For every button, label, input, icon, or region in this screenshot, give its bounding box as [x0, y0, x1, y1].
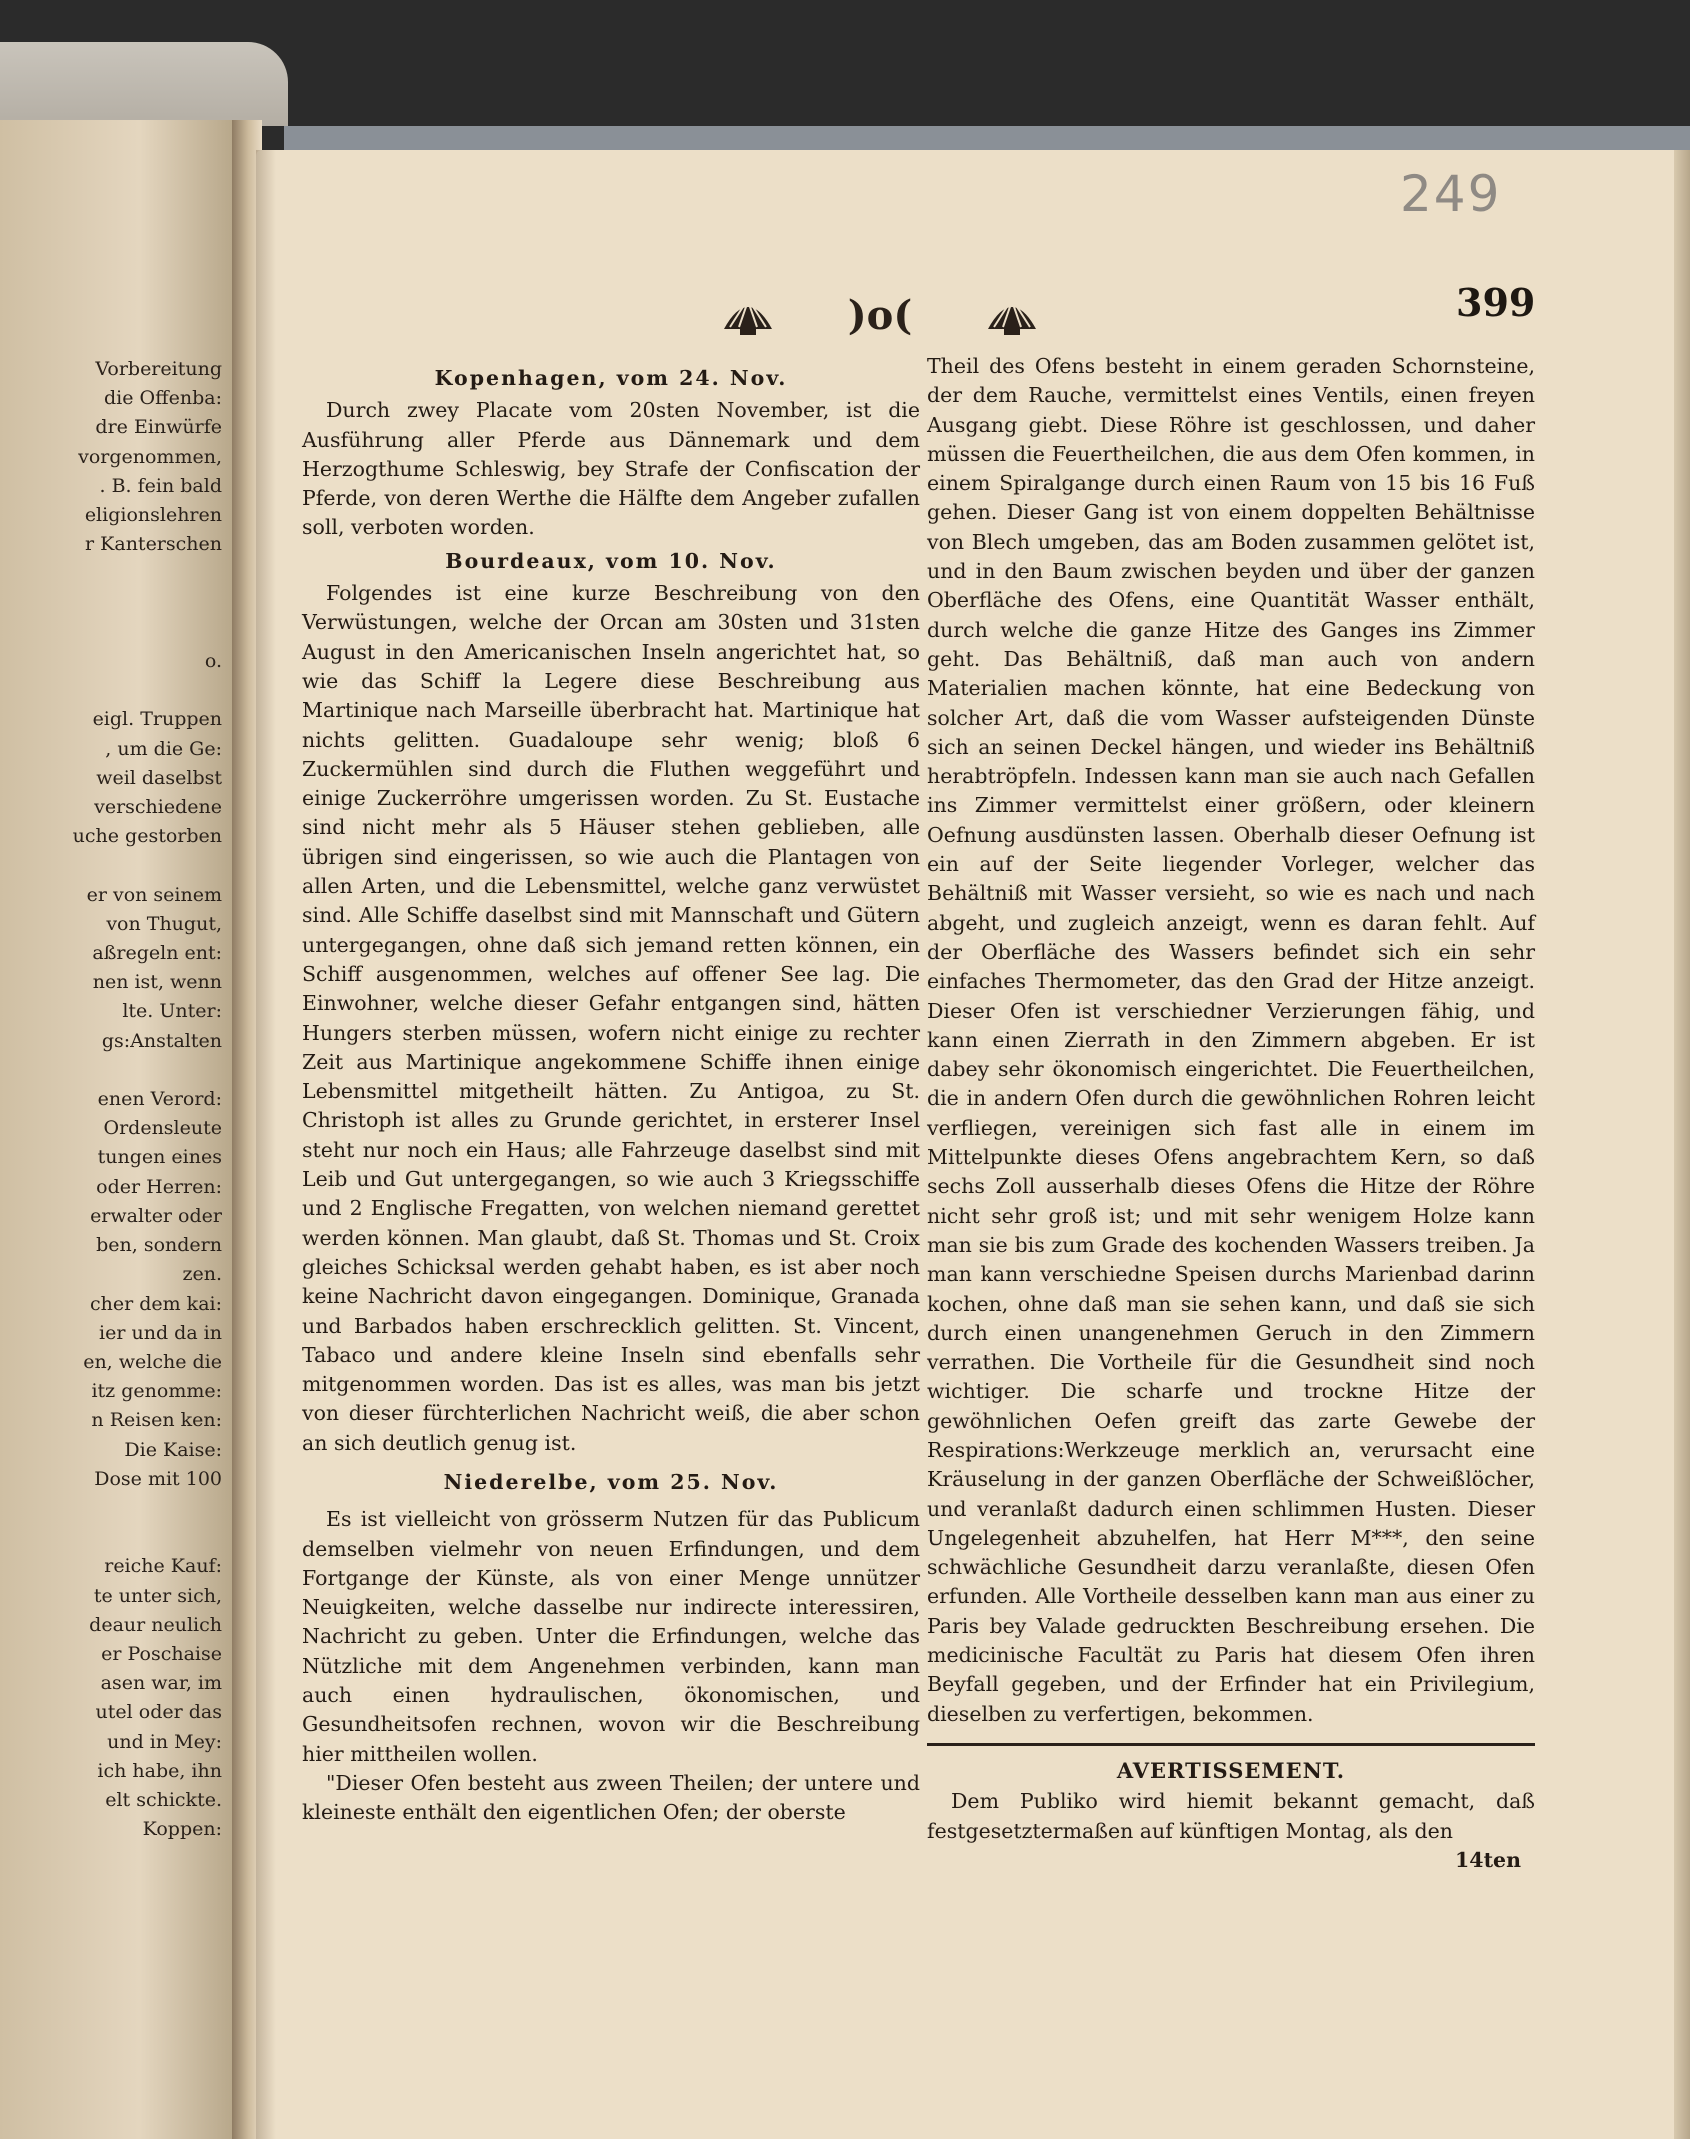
left-page-line: ben, sondern [96, 1234, 222, 1257]
left-page-line: vorgenommen, [78, 445, 222, 468]
left-page-line: ier und da in [99, 1321, 222, 1344]
article-ofen-continued: Theil des Ofens besteht in einem geraden Schornsteine, der dem Rauche, vermittelst eines Ventils, einen freyen Ausgang giebt. Diese Röhre ist geschlossen, und daher müssen die Feuertheilchen, die aus dem Ofen kommen, in einem Spiralgange durch einen Raum von 15 bis 16 Fuß gehen. Dieser Gang ist von einem doppelten Behältnisse von Blech umgeben, das am Boden zusammen gelötet ist, und in den Baum zwischen beyden und über der ganzen Oberfläche des Ofens, eine Quantität Wasser enthält, durch welche die ganze Hitze des Ganges ins Zimmer geht. Das Behältniß, daß man auch von andern Materialien machen könnte, hat eine Bedeckung von solcher Art, daß die vom Wasser aufsteigenden Dünste sich an seinen Deckel hängen, und wieder ins Behältniß herabtröpfeln. Indessen kann man sie auch nach Gefallen ins Zimmer vermittelst einer größern, oder kleinern Oefnung ausdünsten lassen. Oberhalb dieser Oefnung ist ein auf der Seite liegender Vorleger, welcher das Behältniß mit Wasser versieht, so wie es nach und nach abgeht, und zugleich anzeigt, wenn es daran fehlt. Auf der Oberfläche des Wassers befindet sich ein sehr einfaches Thermometer, das den Grad der Hitze anzeigt. Dieser Ofen ist verschiedner Verzierungen fähig, und kann einen Zierrath in den Zimmern abgeben. Er ist dabey sehr ökonomisch eingerichtet. Die Feuertheilchen, die in andern Ofen durch die gewöhnlichen Rohren leicht verfliegen, vereinigen sich fast alle in einem im Mittelpunkte dieses Ofens angebrachtem Kern, so daß sechs Zoll ausserhalb dieses Ofens die Hitze der Röhre nicht sehr groß ist; und mit sehr wenigem Holze kann man sie bis zum Grade des kochenden Wassers treiben. Ja man kann verschiedne Speisen durchs Marienbad darinn kochen, ohne daß man sie sehen kann, und daß sie sich durch einen unangenehmen Geruch in den Zimmern verrathen. Die Vortheile für die Gesundheit sind noch wichtiger. Die scharfe und trockne Hitze der gewöhnlichen Oefen greift das zarte Gewebe der Respirations:Werkzeuge merklich an, verursacht eine Kräuselung in der ganzen Oberfläche der Schweißlöcher, und veranlaßt dadurch einen schlimmen Husten. Dieser Ungelegenheit abzuhelfen, hat Herr M***, den seine schwächliche Gesundheit darzu veranlaßte, diesen Ofen erfunden. Alle Vortheile desselben kann man aus einer zu Paris bey Valade gedruckten Beschreibung ersehen. Die medicinische Facultät zu Paris hat diesem Ofen ihren Beyfall gegeben, und der Erfinder hat ein Privilegium, dieselben zu verfertigen, bekommen. [927, 354, 1535, 1726]
article-niederelbe: Es ist vielleicht von grösserm Nutzen für das Publicum demselben vielmehr von neuen Erfindungen, und dem Fortgange der Künste, als von einer Menge unnützer Neuigkeiten, welche dasselbe nur indirecte interessiren, Nachricht zu geben. Unter die Erfindungen, welche das Nützliche mit dem Angenehmen verbinden, kann man auch einen hydraulischen, ökonomischen, und Gesundheitsofen rechnen, wovon wir die Beschreibung hier mittheilen wollen. [302, 1507, 920, 1766]
left-page-line: aßregeln ent: [92, 942, 222, 965]
left-page-line: zen. [182, 1263, 222, 1286]
left-page-line [2, 618, 222, 647]
left-page-line [2, 1523, 222, 1552]
left-page-line: asen war, im [100, 1672, 222, 1695]
avertissement-title: AVERTISSEMENT. [1116, 1757, 1346, 1783]
left-page-line: er von seinem [86, 883, 222, 906]
left-page-line [2, 1056, 222, 1085]
left-page-line: cher dem kai: [89, 1292, 222, 1315]
left-page-line: gs:Anstalten [101, 1029, 222, 1052]
dateline-bourdeaux: Bourdeaux, vom 10. Nov. [445, 548, 777, 573]
left-page-line: Die Kaise: [124, 1438, 222, 1461]
header-ornament [720, 290, 1040, 340]
left-page-line: eigl. Truppen [92, 708, 222, 731]
left-column [302, 360, 920, 1828]
left-page-line: deaur neulich [89, 1613, 222, 1636]
left-page-line: tungen eines [97, 1146, 222, 1169]
left-page-text [2, 355, 222, 1844]
left-page-line: reiche Kauf: [104, 1555, 222, 1578]
left-page-fragment [0, 120, 232, 2139]
left-page-line: nen ist, wenn [92, 971, 222, 994]
left-page-line: erwalter oder [90, 1204, 222, 1227]
left-page-line: n Reisen ken: [91, 1409, 222, 1432]
left-page-line: , um die Ge: [105, 737, 222, 760]
left-page-line: itz genomme: [91, 1380, 222, 1403]
left-page-line: ich habe, ihn [97, 1759, 222, 1782]
right-column [927, 352, 1535, 1875]
left-page-line: Koppen: [142, 1818, 222, 1841]
left-page-line: dre Einwürfe [95, 416, 222, 439]
left-page-line: Vorbereitung [95, 358, 222, 380]
dateline-niederelbe: Niederelbe, vom 25. Nov. [443, 1469, 779, 1494]
section-divider [927, 1743, 1535, 1746]
left-page-line: verschiedene [94, 796, 222, 819]
left-page-line [2, 676, 222, 705]
left-page-line: weil daselbst [96, 766, 222, 789]
shell-ornament-icon [720, 293, 776, 337]
left-page-line: utel oder das [95, 1701, 222, 1724]
avertissement-text: Dem Publiko wird hiemit bekannt gemacht, daß festgesetztermaßen auf künftigen Montag, als den [927, 1789, 1535, 1843]
left-page-line: und in Mey: [107, 1730, 222, 1753]
left-page-line: enen Verord: [97, 1088, 222, 1111]
book-top-edge [0, 42, 288, 126]
article-niederelbe-continued: "Dieser Ofen besteht aus zween Theilen; der untere und kleineste enthält den eigentlichen Ofen; der oberste [302, 1770, 920, 1825]
ornament-center: )o( [847, 291, 913, 339]
left-page-line: von Thugut, [106, 912, 222, 935]
left-page-line: elt schickte. [105, 1788, 222, 1811]
shell-ornament-icon [984, 293, 1040, 337]
left-page-line: eligionslehren [84, 504, 222, 527]
page-gutter-shadow [256, 150, 276, 2139]
article-kopenhagen: Durch zwey Placate vom 20sten November, ist die Ausführung aller Pferde aus Dännemark und dem Herzogthume Schleswig, bey Strafe der Confiscation der Pferde, von deren Werthe die Hälfte dem Angeber zufallen soll, verboten worden. [302, 398, 920, 540]
left-page-line: en, welche die [83, 1350, 222, 1373]
left-page-line: o. [204, 650, 222, 673]
left-page-line [2, 851, 222, 880]
left-page-line: lte. Unter: [122, 1000, 222, 1023]
archive-number: 249 [1400, 165, 1502, 223]
article-bourdeaux: Folgendes ist eine kurze Beschreibung von den Verwüstungen, welche der Orcan am 30sten und 31sten August in den Americanischen Inseln angerichtet hat, so wie das Schiff la Legere diese Beschreibung aus Martinique nach Marseille überbracht hat. Martinique hat nichts gelitten. Guadaloupe sehr wenig; bloß 6 Zuckermühlen sind durch die Fluthen weggeführt und einige Zuckerröhre umgerissen worden. Zu St. Eustache sind nicht mehr als 5 Häuser stehen geblieben, alle übrigen sind eingerissen, so wie auch die Plantagen von allen Arten, und die Lebensmittel, welche ganz verwüstet sind. Alle Schiffe daselbst sind mit Mannschaft und Gütern untergegangen, ohne daß sich jemand retten können, ein Schiff ausgenommen, welches auf offener See lag. Die Einwohner, welche dieser Gefahr entgangen sind, hätten Hungers sterben müssen, wofern nicht einige zu rechter Zeit aus Martinique angekommene Schiffe ihnen einige Lebensmittel mitgetheilt hätten. Zu Antigoa, zu St. Christoph ist alles zu Grunde gerichtet, in ersterer Insel steht nur noch ein Haus; alle Fahrzeuge daselbst sind mit Leib und Gut untergegangen, so wie auch 3 Kriegsschiffe und 2 Englische Fregatten, von welchen niemand gerettet werden können. Man glaubt, daß St. Thomas und St. Croix gleiches Schicksal werden gehabt haben, es ist aber noch keine Nachricht davon eingegangen. Dominique, Granada und Barbados haben erschrecklich gelitten. St. Vincent, Tabaco und andere kleine Inseln sind ebenfalls sehr mitgenommen worden. Das ist es alles, was man bis jetzt von dieser fürchterlichen Nachricht weiß, die aber schon an sich deutlich genug ist. [302, 581, 920, 1455]
page-number: 399 [1456, 280, 1536, 325]
left-page-line: die Offenba: [104, 387, 222, 410]
left-page-line: . B. fein bald [99, 474, 222, 497]
catchword: 14ten [1455, 1847, 1521, 1872]
left-page-line [2, 589, 222, 618]
left-page-line: oder Herren: [96, 1175, 222, 1198]
left-page-line: er Poschaise [101, 1642, 222, 1665]
left-page-line: Ordensleute [103, 1117, 222, 1140]
left-page-line [2, 559, 222, 588]
left-page-line: uche gestorben [72, 825, 222, 848]
left-page-line [2, 1494, 222, 1523]
left-page-line: r Kanterschen [85, 533, 222, 556]
dateline-kopenhagen: Kopenhagen, vom 24. Nov. [434, 366, 788, 390]
left-page-line: te unter sich, [93, 1584, 222, 1607]
left-page-line: Dose mit 100 [94, 1467, 222, 1490]
